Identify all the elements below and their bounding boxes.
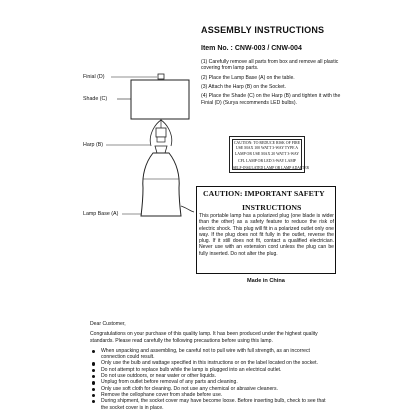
- precaution-text: Only use the bulb and wattage specified in this instructions or on the label located on the socket.: [101, 360, 318, 367]
- warning-line-2: USE MAX 100 WATT 3-WAY TYPE A: [235, 146, 299, 150]
- bullet-icon: [92, 381, 95, 384]
- precaution-text: Do not use outdoors, or near water or other liquids.: [101, 373, 216, 380]
- step-1: (1) Carefully remove all parts from box and remove all plastic covering from lamp parts.: [201, 59, 339, 72]
- caution-subheading: INSTRUCTIONS: [242, 203, 302, 212]
- list-item: [90, 398, 330, 411]
- warning-label-frame: [232, 139, 309, 170]
- precaution-text: Unplug from outlet before removal of any parts and cleaning.: [101, 379, 238, 386]
- list-item: [90, 348, 330, 361]
- bullet-icon: [92, 375, 95, 378]
- precaution-text: Only use soft cloth for cleaning. Do not use any chemical or abrasive cleaners.: [101, 385, 278, 392]
- power-cord: [181, 206, 194, 212]
- caution-body: This portable lamp has a polarized plug (one blade is wider than the other) as a safety feature to reduce the risk of electric shock. This plug will fit in a polarized outlet only one way. If the plug does not fit fully in the outlet, reverse the plug. If it still does not fit, contact a qualified electrician. Never use with an extension cord unless the plug can be fully inserted. Do not alter the plug.: [199, 213, 334, 257]
- customer-letter: [90, 321, 330, 411]
- bulb-warning-label: [229, 136, 309, 173]
- precaution-text: When unpacking and assembling, be careful not to pull wire with full strength, as an incorrect connection could result.: [101, 347, 310, 361]
- label-shade: Shade (C): [83, 96, 108, 102]
- precaution-text: During shipment, the socket cover may have become loose. Before inserting bulb, check to see that the socket cover is in place.: [101, 398, 326, 411]
- letter-intro: Congratulations on your purchase of this quality lamp. It has been produced under the highest quality standards. Please read carefully the following precautions before using this lamp.: [90, 331, 318, 344]
- bullet-icon: [92, 369, 95, 372]
- bullet-icon: [92, 400, 95, 403]
- label-harp: Harp (B): [83, 142, 104, 148]
- finial-shape: [158, 74, 164, 79]
- made-in-label: Made in China: [247, 278, 285, 284]
- step-3: (3) Attach the Harp (B) on the Socket.: [201, 83, 286, 90]
- warning-line-4: CFL LAMP OR LED 3-WAY LAMP: [238, 159, 296, 163]
- warning-line-5: SELF-INSULATED LAMP OR LAMP ADAPTER: [233, 166, 309, 170]
- bullet-icon: [92, 350, 95, 353]
- warning-line-3: LAMP OR USE MAX 20 WATT 3-WAY: [234, 152, 300, 156]
- caution-heading: CAUTION: IMPORTANT SAFETY: [203, 189, 325, 198]
- precaution-text: Remove the cellophane cover from shade before use.: [101, 391, 223, 398]
- label-lamp-base: Lamp Base (A): [83, 211, 119, 217]
- step-4: (4) Place the Shade (C) on the Harp (B) and tighten it with the Finial (D) (Surya recommends LED bulbs).: [201, 93, 341, 106]
- precaution-text: Do not attempt to replace bulb while the lamp is plugged into an electrical outlet.: [101, 366, 282, 373]
- bullet-icon: [92, 362, 95, 365]
- bullet-icon: [92, 394, 95, 397]
- page-title: ASSEMBLY INSTRUCTIONS: [201, 25, 325, 35]
- label-finial: Finial (D): [83, 74, 105, 80]
- lamp-base-shape: [141, 153, 181, 216]
- precautions-list: [90, 348, 330, 411]
- letter-greeting: Dear Customer,: [90, 321, 126, 327]
- shade-shape: [131, 80, 189, 119]
- step-2: (2) Place the Lamp Base (A) on the table.: [201, 74, 295, 81]
- bullet-icon: [92, 388, 95, 391]
- item-number: Item No. : CNW-003 / CNW-004: [201, 45, 302, 52]
- socket-shape: [156, 128, 166, 137]
- warning-line-1: CAUTION: TO REDUCE RISK OF FIRE: [233, 141, 301, 145]
